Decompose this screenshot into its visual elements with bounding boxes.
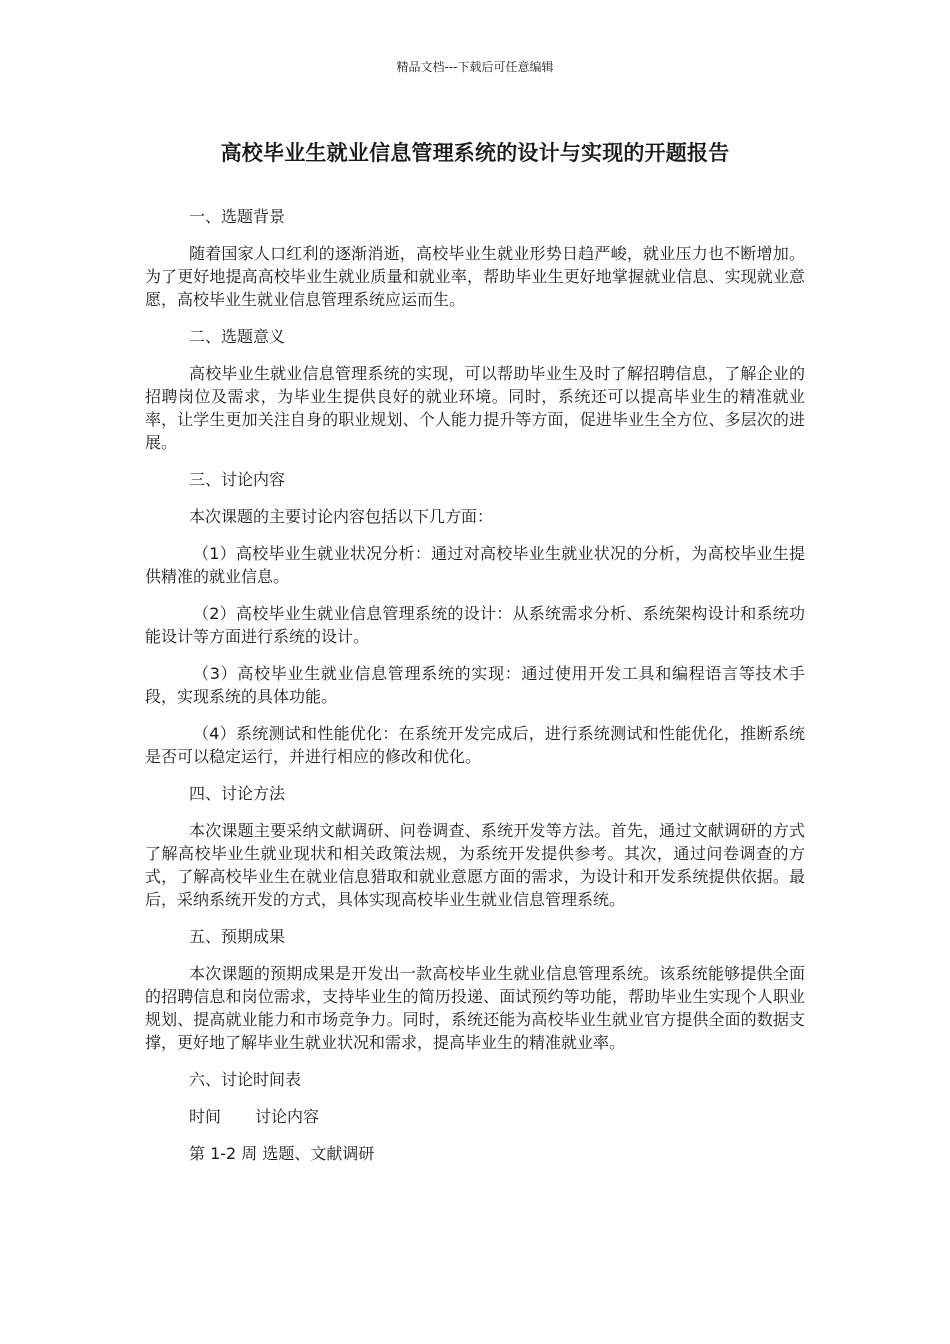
research-item-1: （1）高校毕业生就业状况分析：通过对高校毕业生就业状况的分析，为高校毕业生提供精准的就业信息。 (145, 544, 805, 586)
schedule-row-content: 选题、文献调研 (262, 1144, 375, 1163)
research-content-intro: 本次课题的主要讨论内容包括以下几方面： (189, 507, 494, 526)
section-heading-schedule: 六、讨论时间表 (189, 1070, 302, 1089)
page-header: 精品文档---下载后可任意编辑 (396, 60, 554, 74)
background-paragraph: 随着国家人口红利的逐渐消逝，高校毕业生就业形势日趋严峻，就业压力也不断增加。为了更好地提高高校毕业生就业质量和就业率，帮助毕业生更好地掌握就业信息、实现就业意愿，高校毕业生就业信息管理系统应运而生。 (145, 244, 805, 309)
schedule-header-row (145, 1105, 805, 1128)
expected-results-paragraph: 本次课题的预期成果是开发出一款高校毕业生就业信息管理系统。该系统能够提供全面的招聘信息和岗位需求，支持毕业生的简历投递、面试预约等功能，帮助毕业生实现个人职业规划、提高就业能力和市场竞争力。同时，系统还能为高校毕业生就业官方提供全面的数据支撑，更好地了解毕业生就业状况和需求，提高毕业生的精准就业率。 (145, 964, 805, 1052)
research-item-2: （2）高校毕业生就业信息管理系统的设计：从系统需求分析、系统架构设计和系统功能设计等方面进行系统的设计。 (145, 604, 805, 646)
document-body (145, 205, 805, 1179)
section-heading-expected-results: 五、预期成果 (189, 927, 286, 946)
document-title: 高校毕业生就业信息管理系统的设计与实现的开题报告 (220, 141, 730, 165)
research-item-4: （4）系统测试和性能优化：在系统开发完成后，进行系统测试和性能优化，推断系统是否可以稳定运行，并进行相应的修改和优化。 (145, 724, 805, 766)
significance-paragraph: 高校毕业生就业信息管理系统的实现，可以帮助毕业生及时了解招聘信息，了解企业的招聘岗位及需求，为毕业生提供良好的就业环境。同时，系统还可以提高毕业生的精准就业率，让学生更加关注自身的职业规划、个人能力提升等方面，促进毕业生全方位、多层次的进展。 (145, 364, 805, 452)
schedule-row-time: 第 1-2 周 (189, 1144, 258, 1163)
methods-paragraph: 本次课题主要采纳文献调研、问卷调查、系统开发等方法。首先，通过文献调研的方式了解高校毕业生就业现状和相关政策法规，为系统开发提供参考。其次，通过问卷调查的方式，了解高校毕业生在就业信息猎取和就业意愿方面的需求，为设计和开发系统提供依据。最后，采纳系统开发的方式，具体实现高校毕业生就业信息管理系统。 (145, 821, 805, 909)
section-heading-background: 一、选题背景 (189, 207, 286, 226)
section-heading-research-content: 三、讨论内容 (189, 470, 286, 489)
research-item-3: （3）高校毕业生就业信息管理系统的实现：通过使用开发工具和编程语言等技术手段，实现系统的具体功能。 (145, 664, 805, 706)
section-heading-significance: 二、选题意义 (189, 327, 286, 346)
section-heading-methods: 四、讨论方法 (189, 784, 286, 803)
schedule-header-content: 讨论内容 (255, 1107, 320, 1126)
schedule-header-time: 时间 (189, 1107, 222, 1126)
schedule-row (145, 1142, 805, 1165)
